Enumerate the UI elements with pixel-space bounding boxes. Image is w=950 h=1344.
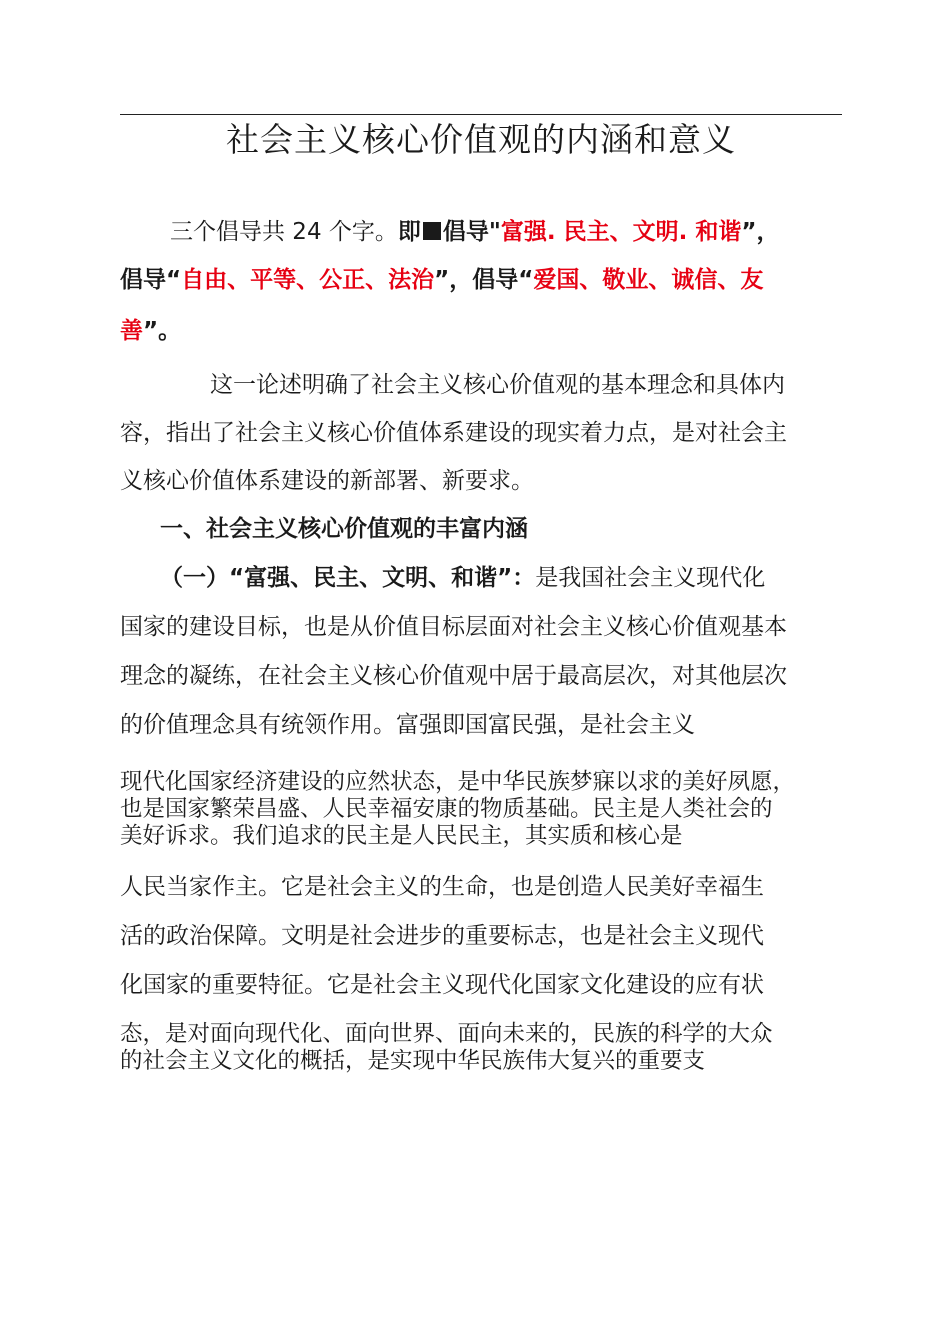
para3-line-2: 也是国家繁荣昌盛、人民幸福安康的物质基础。民主是人类社会的 bbox=[120, 796, 773, 822]
para4-line-3: 化国家的重要特征。它是社会主义现代化国家文化建设的应有状 bbox=[120, 972, 764, 998]
para1-line-1: 这一论述明确了社会主义核心价值观的基本理念和具体内 bbox=[210, 372, 785, 398]
para2-line-2: 理念的凝练，在社会主义核心价值观中居于最高层次，对其他层次 bbox=[120, 663, 787, 689]
para1-line-3: 义核心价值体系建设的新部署、新要求。 bbox=[120, 468, 534, 494]
black-square-icon bbox=[423, 222, 441, 240]
para5-line-2: 的社会主义文化的概括，是实现中华民族伟大复兴的重要支 bbox=[120, 1048, 706, 1074]
para3-line-3: 美好诉求。我们追求的民主是人民民主，其实质和核心是 bbox=[120, 823, 683, 849]
subsection-line: （一）“富强、民主、文明、和谐”：是我国社会主义现代化 bbox=[160, 565, 766, 591]
para1-line-2: 容，指出了社会主义核心价值体系建设的现实着力点，是对社会主 bbox=[120, 420, 787, 446]
para3-line-1: 现代化国家经济建设的应然状态，是中华民族梦寐以求的美好夙愿， bbox=[120, 769, 796, 795]
para4-line-1: 人民当家作主。它是社会主义的生命，也是创造人民美好幸福生 bbox=[120, 874, 764, 900]
para2-line-1: 国家的建设目标，也是从价值目标层面对社会主义核心价值观基本 bbox=[120, 614, 787, 640]
intro-line-2: 倡导“自由、平等、公正、法治”，倡导“爱国、敬业、诚信、友 bbox=[120, 267, 764, 293]
intro-line-1: 三个倡导共 24 个字。即 倡导"富强. 民主、文明. 和谐”， bbox=[170, 219, 780, 245]
document-title: 社会主义核心价值观的内涵和意义 bbox=[226, 120, 736, 159]
para5-line-1: 态，是对面向现代化、面向世界、面向未来的，民族的科学的大众 bbox=[120, 1021, 773, 1047]
para4-line-2: 活的政治保障。文明是社会进步的重要标志，也是社会主义现代 bbox=[120, 923, 764, 949]
intro-line-3: 善”。 bbox=[120, 318, 182, 344]
header-rule bbox=[120, 114, 842, 115]
para2-line-3: 的价值理念具有统领作用。富强即国富民强，是社会主义 bbox=[120, 712, 695, 738]
section-heading: 一、社会主义核心价值观的丰富内涵 bbox=[160, 516, 528, 542]
